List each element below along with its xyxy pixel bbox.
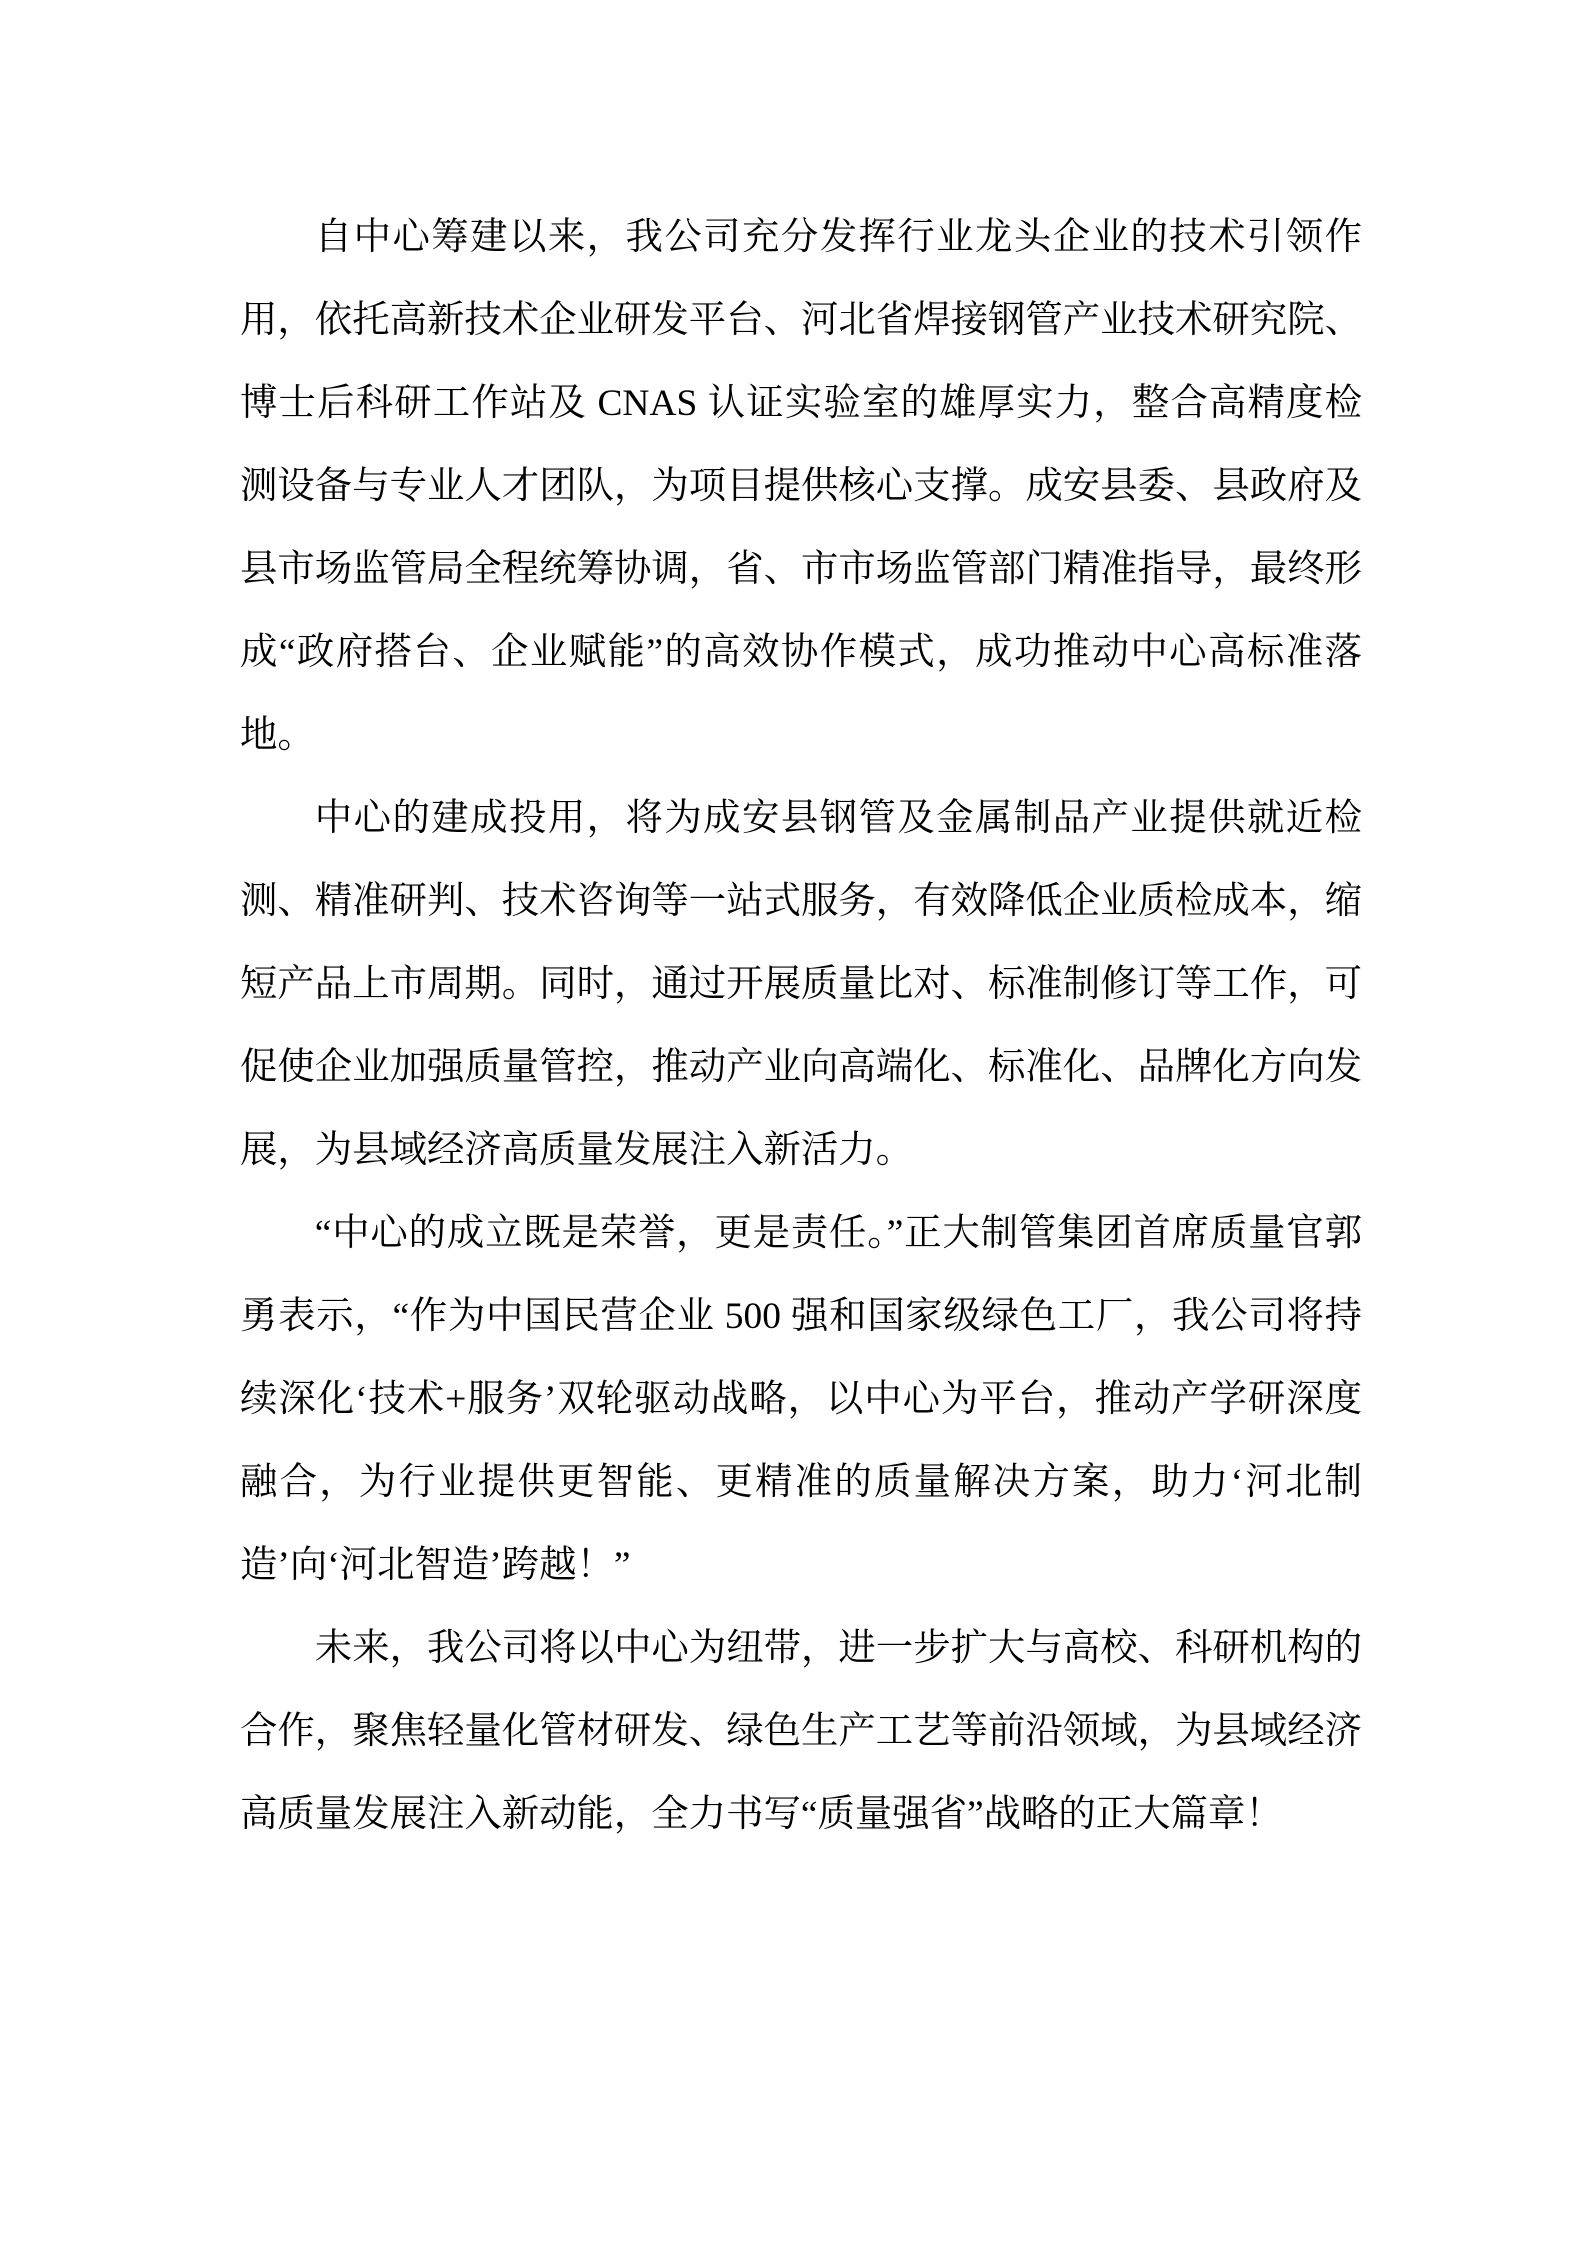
- paragraph: “中心的成立既是荣誉，更是责任。”正大制管集团首席质量官郭勇表示，“作为中国民营企业 500 强和国家级绿色工厂，我公司将持续深化‘技术+服务’双轮驱动战略，以中心为平台，推动产学研深度融合，为行业提供更智能、更精准的质量解决方案，助力‘河北制造’向‘河北智造’跨越！”: [240, 1213, 1362, 1586]
- paragraph: 未来，我公司将以中心为纽带，进一步扩大与高校、科研机构的合作，聚焦轻量化管材研发、绿色生产工艺等前沿领域，为县域经济高质量发展注入新动能，全力书写“质量强省”战略的正大篇章！: [240, 1628, 1362, 1835]
- document-body: [240, 196, 1362, 1856]
- paragraph: 中心的建成投用，将为成安县钢管及金属制品产业提供就近检测、精准研判、技术咨询等一站式服务，有效降低企业质检成本，缩短产品上市周期。同时，通过开展质量比对、标准制修订等工作，可促使企业加强质量管控，推动产业向高端化、标准化、品牌化方向发展，为县域经济高质量发展注入新活力。: [240, 798, 1362, 1171]
- paragraph: 自中心筹建以来，我公司充分发挥行业龙头企业的技术引领作用，依托高新技术企业研发平台、河北省焊接钢管产业技术研究院、博士后科研工作站及 CNAS 认证实验室的雄厚实力，整合高精度检测设备与专业人才团队，为项目提供核心支撑。成安县委、县政府及县市场监管局全程统筹协调，省、市市场监管部门精准指导，最终形成“政府搭台、企业赋能”的高效协作模式，成功推动中心高标准落地。: [240, 217, 1362, 756]
